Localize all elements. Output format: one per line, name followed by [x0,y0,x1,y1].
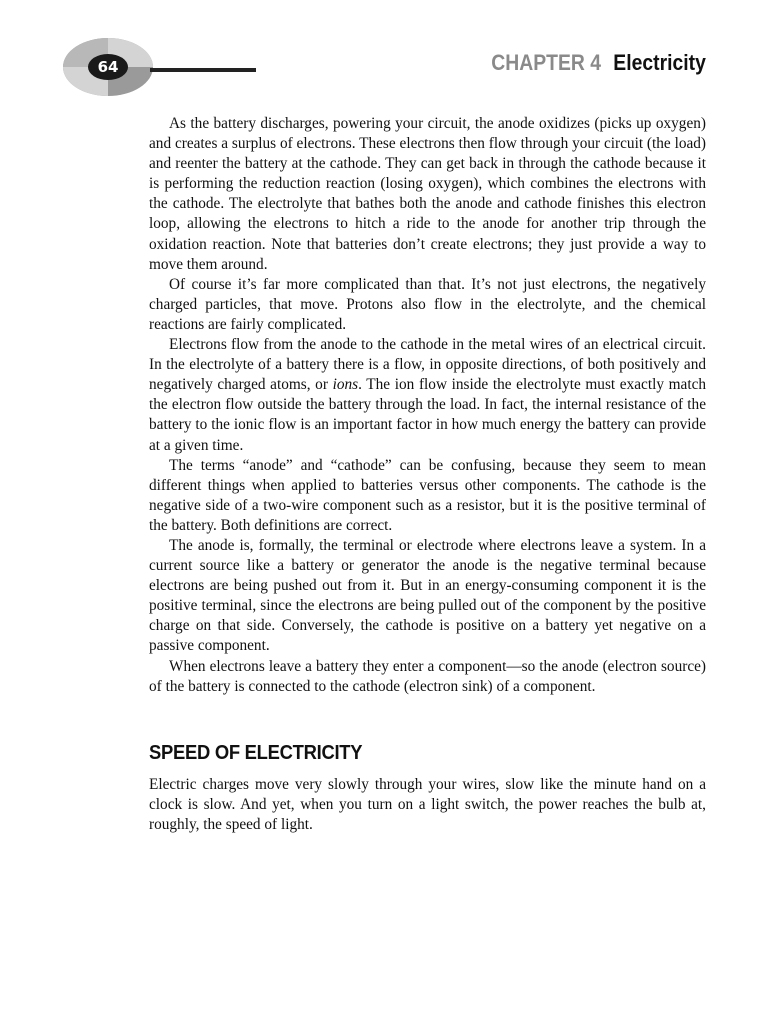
paragraph: When electrons leave a battery they enter a component—so the anode (electron source) of the battery is connected to the cathode (electron sink) of a component. [149,657,706,695]
header-rule [150,68,256,72]
paragraph: The anode is, formally, the terminal or electrode where electrons leave a system. In a current source like a battery or generator the anode is the negative terminal because electrons are being pushed out from it. But in an energy-consuming component it is the positive terminal, since the electrons are being pulled out of the component by the positive charge on that side. Conversely, the cathode is positive on a battery yet negative on a passive component. [149,536,706,655]
page-content [149,114,706,835]
paragraph: Electrons flow from the anode to the cathode in the metal wires of an electrical circuit. In the electrolyte of a battery there is a flow, in opposite directions, of both positively and negatively charged atoms, or ions. The ion flow inside the electrolyte must exactly match the electron flow outside the battery through the load. In fact, the internal resistance of the battery to the ionic flow is an important factor in how much energy the battery can provide at a given time. [149,336,707,454]
chapter-label: CHAPTER 4 [491,50,602,75]
emphasis-term: ions [332,376,359,394]
chapter-title: Electricity [613,50,706,75]
paragraph: Electric charges move very slowly through your wires, slow like the minute hand on a clock is slow. And yet, when you turn on a light switch, the power reaches the bulb at, roughly, the speed of light. [149,775,706,833]
page-number: 64 [97,58,119,76]
paragraph: The terms “anode” and “cathode” can be confusing, because they seem to mean different things when applied to batteries versus other components. The cathode is the negative side of a two-wire component such as a resistor, but it is the positive terminal of the battery. Both definitions are correct. [149,456,706,534]
paragraph: Of course it’s far more complicated than that. It’s not just electrons, the negatively charged particles, that move. Protons also flow in the electrolyte, and the chemical reactions are fairly complicated. [149,275,706,333]
section-heading: SPEED OF ELECTRICITY [149,741,363,764]
paragraph: As the battery discharges, powering your circuit, the anode oxidizes (picks up oxygen) and creates a surplus of electrons. These electrons then flow through your circuit (the load) and reenter the battery at the cathode. They can get back in through the cathode because it is performing the reduction reaction (losing oxygen), which combines the electrons with the cathode. The electrolyte that bathes both the anode and cathode finishes this electron loop, allowing the electrons to hitch a ride to the anode for another trip through the oxidation reaction. Note that batteries don’t create electrons; they just provide a way to move them around. [149,115,706,273]
running-header [491,50,706,76]
